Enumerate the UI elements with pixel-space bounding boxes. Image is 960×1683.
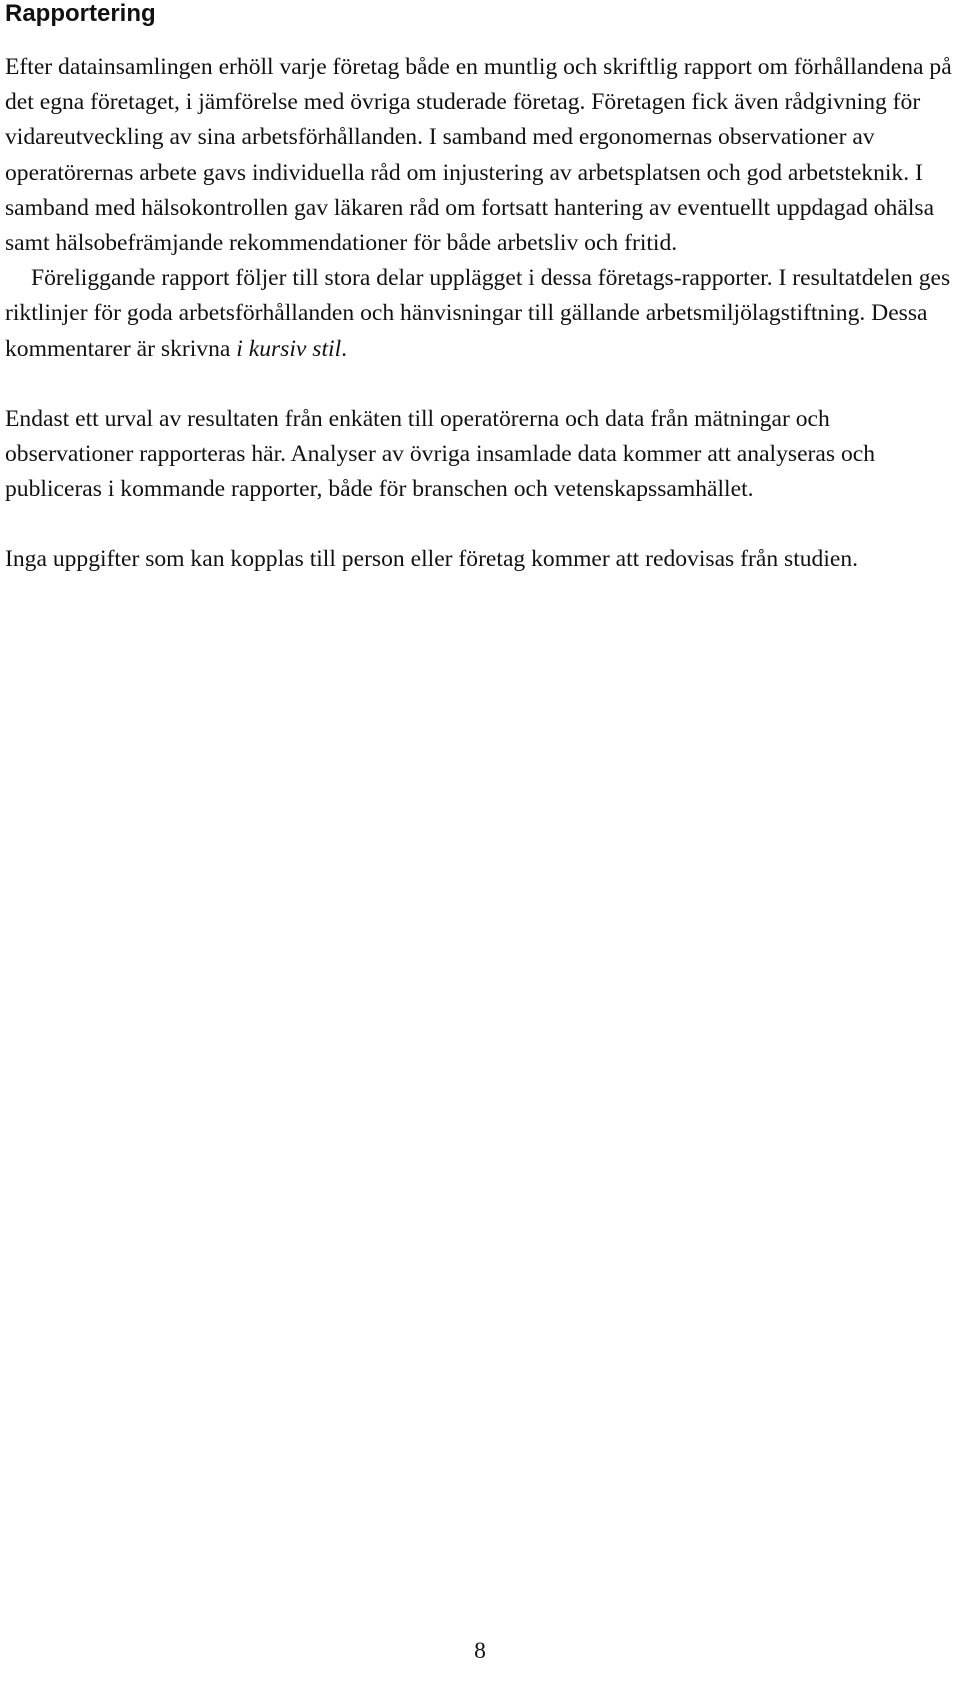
italic-phrase: i kursiv stil xyxy=(236,335,342,362)
paragraph-privacy: Inga uppgifter som kan kopplas till person eller företag kommer att redovisas från studien. xyxy=(5,546,859,573)
paragraph-reporting-text-a: Efter datainsamlingen erhöll varje företag både en muntlig och skriftlig rapport om förhållandena på det egna företaget, i jämförelse med övriga studerade företag. Företagen fick även rådgivning för vidareutveckling av sina arbetsförhållanden. I samband med ergonomernas observationer av operatörernas arbete gavs individuella råd om injustering av arbetsplatsen och god arbetsteknik. I samband med hälsokontrollen gav läkaren råd om fortsatt hantering av eventuellt uppdagad ohälsa samt hälsobefrämjande rekommendationer för både arbetsliv och fritid. xyxy=(5,54,952,257)
page-number: 8 xyxy=(474,1638,486,1664)
section-heading: Rapportering xyxy=(5,0,156,27)
document-page xyxy=(5,0,953,578)
paragraph-reporting-text-b: Föreliggande rapport följer till stora delar upplägget i dessa företags-rapporter. I resultatdelen ges riktlinjer för goda arbetsförhållanden och hänvisningar till gällande arbetsmiljölagstiftning. Dessa kommentarer är skrivna xyxy=(5,265,951,362)
paragraph-reporting xyxy=(5,50,953,367)
paragraph-reporting-continuation xyxy=(5,261,953,367)
paragraph-reporting-text-c: . xyxy=(341,335,348,362)
paragraph-selection: Endast ett urval av resultaten från enkäten till operatörerna och data från mätningar och observationer rapporteras här. Analyser av övriga insamlade data kommer att analyseras och publiceras i kommande rapporter, både för branschen och vetenskapssamhället. xyxy=(5,405,876,503)
